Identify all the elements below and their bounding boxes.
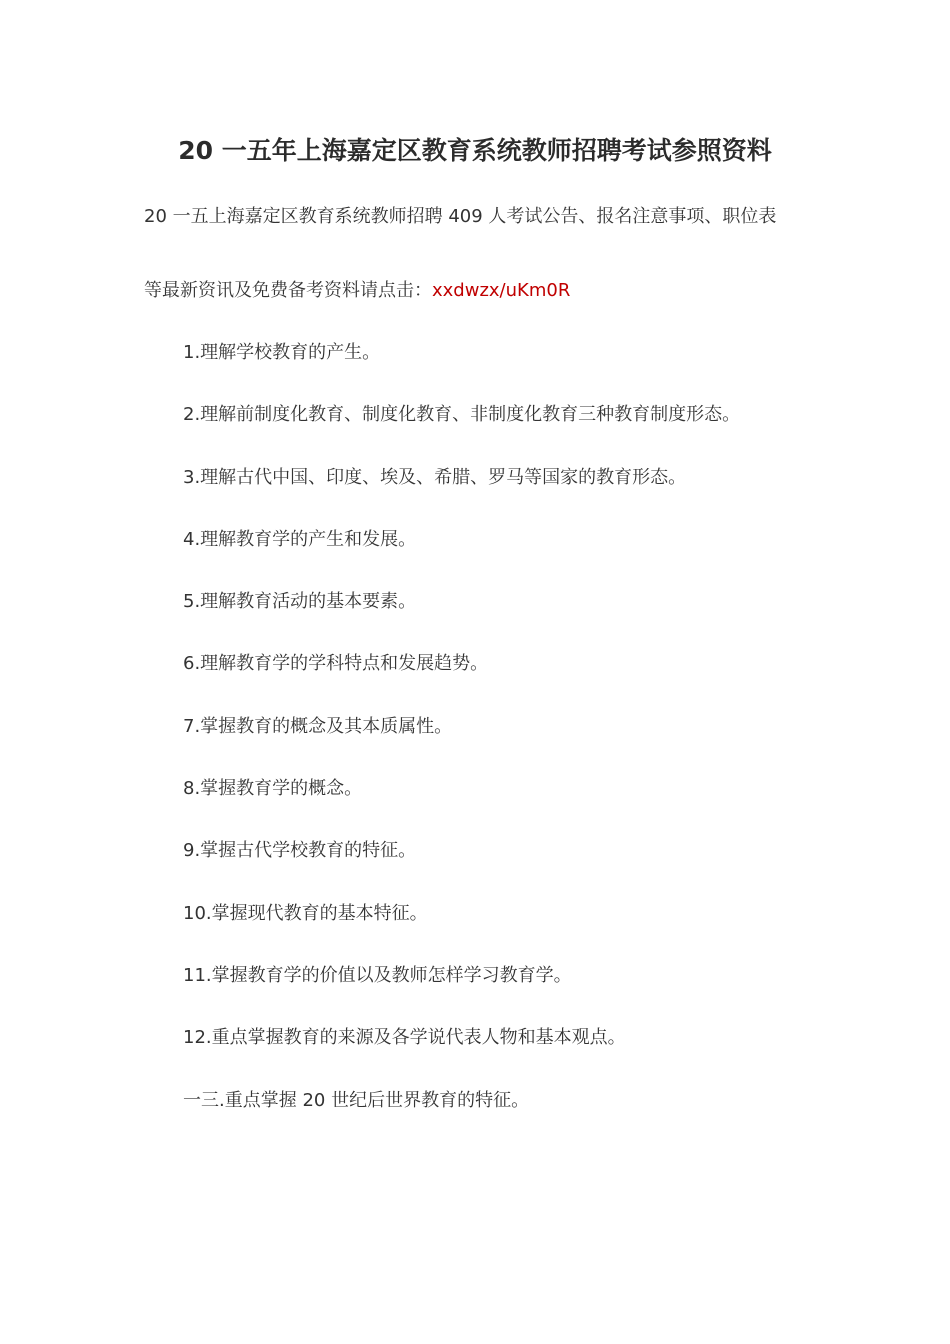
list-item: 9.掌握古代学校教育的特征。 xyxy=(183,840,417,862)
list-item: 6.理解教育学的学科特点和发展趋势。 xyxy=(183,653,489,675)
document-title: 20 一五年上海嘉定区教育系统教师招聘考试参照资料 xyxy=(178,136,772,165)
list-item: 12.重点掌握教育的来源及各学说代表人物和基本观点。 xyxy=(183,1027,626,1049)
list-item: 11.掌握教育学的价值以及教师怎样学习教育学。 xyxy=(183,964,572,986)
list-item: 一三.重点掌握 20 世纪后世界教育的特征。 xyxy=(183,1089,530,1111)
list-item: 10.掌握现代教育的基本特征。 xyxy=(183,902,428,924)
list-item: 3.理解古代中国、印度、埃及、希腊、罗马等国家的教育形态。 xyxy=(183,466,687,488)
syllabus-list xyxy=(183,340,740,1150)
list-item: 2.理解前制度化教育、制度化教育、非制度化教育三种教育制度形态。 xyxy=(183,404,741,426)
list-item: 4.理解教育学的产生和发展。 xyxy=(183,528,417,550)
list-item: 8.掌握教育学的概念。 xyxy=(183,778,363,800)
intro-line-2 xyxy=(144,278,570,304)
resource-link[interactable]: xxdwzx/uKm0R xyxy=(432,280,571,301)
intro-line-2-prefix: 等最新资讯及免费备考资料请点击： xyxy=(144,280,432,301)
list-item: 7.掌握教育的概念及其本质属性。 xyxy=(183,715,453,737)
list-item: 5.理解教育活动的基本要素。 xyxy=(183,591,417,613)
list-item: 1.理解学校教育的产生。 xyxy=(183,342,381,363)
intro-line-1: 20 一五上海嘉定区教育系统教师招聘 409 人考试公告、报名注意事项、职位表 xyxy=(144,206,777,227)
